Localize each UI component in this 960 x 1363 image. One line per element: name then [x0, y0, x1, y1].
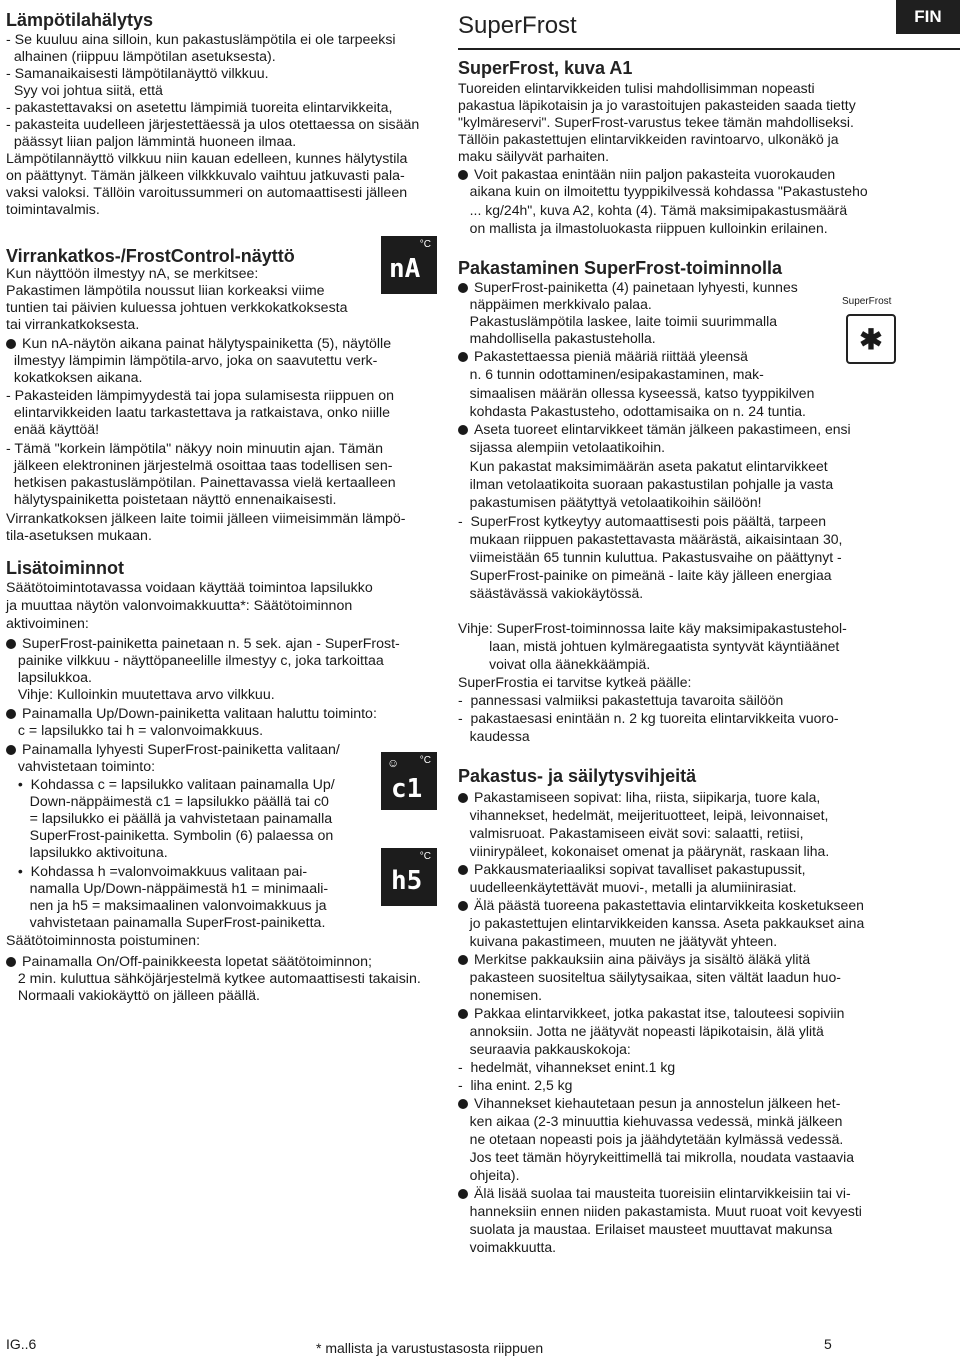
line-text: Vihje: SuperFrost-toiminnossa laite käy maksimipakastustehol-	[458, 620, 847, 636]
text-line	[6, 100, 392, 117]
text-line	[458, 494, 762, 511]
line-text: Painamalla Up/Down-painiketta valitaan haluttu toiminto:	[22, 706, 377, 722]
text-line	[458, 933, 777, 950]
bullet-line	[458, 789, 820, 806]
line-text: Pakastaminen SuperFrost-toiminnolla	[458, 258, 783, 278]
line-text: aktivoiminen:	[6, 616, 89, 632]
line-text: SuperFrost	[458, 12, 577, 39]
line-text: lapsilukkoa.	[6, 670, 92, 686]
line-text: toimintavalmis.	[6, 202, 100, 218]
bullet-icon	[6, 745, 16, 755]
bullet-line	[6, 706, 377, 723]
bullet-line	[6, 742, 340, 759]
text-line	[6, 283, 325, 300]
line-text: "kylmäreservi". SuperFrost-varustus tekee tämän mahdolliseksi.	[458, 114, 854, 130]
line-text: - liha enint. 2,5 kg	[458, 1077, 573, 1093]
line-text: Painamalla On/Off-painikkeesta lopetat säätötoiminnon;	[22, 954, 372, 970]
text-line	[458, 114, 854, 131]
text-line	[458, 1077, 572, 1094]
bullet-icon	[458, 955, 468, 965]
text-line	[458, 638, 839, 655]
text-line	[458, 915, 864, 932]
text-line	[6, 915, 325, 932]
bullet-line	[458, 1005, 844, 1022]
line-text: tai virrankatkoksesta.	[6, 317, 140, 333]
text-line	[458, 585, 643, 602]
bullet-line	[458, 897, 864, 914]
text-line	[458, 476, 833, 493]
celsius-icon: °C	[419, 851, 431, 862]
line-text: viinirypäleet, kokonaiset omenat ja päärynät, raskaan liha.	[458, 843, 830, 859]
line-text: Virrankatkos-/FrostControl-näyttö	[6, 246, 295, 266]
line-text: on mallista ja ilmastoluokasta riippuen kulloinkin erilainen.	[458, 220, 828, 236]
bullet-icon	[6, 639, 16, 649]
text-line	[458, 80, 815, 97]
c1-display-text: c1	[391, 774, 423, 804]
line-text: alhainen (riippuu lämpötilan asetuksesta).	[6, 49, 276, 65]
line-text: SuperFrost-painiketta. Symbolin (6) palaessa on	[6, 828, 334, 844]
line-text: kuivana pakastimeen, muuten ne jäätyvät yhteen.	[458, 933, 778, 949]
line-text: Kun nA-näytön aikana painat hälytyspainiketta (5), näytölle	[22, 336, 392, 352]
page-title	[458, 12, 577, 40]
line-text: simaalisen määrän ollessa kyseessä, katso tyyppikilven	[458, 385, 815, 401]
bullet-line	[458, 348, 748, 365]
line-text: maku säilyvät parhaiten.	[458, 148, 609, 164]
line-text: - pakasteita uudelleen järjestettäessä ja ulos otettaessa on sisään	[6, 117, 420, 133]
bullet-line	[458, 861, 806, 878]
line-text: pakastumisen päätyttyä vetolaatikoihin säilöön!	[458, 494, 762, 510]
line-text: • Kohdassa h =valonvoimakkuus valitaan pai-	[6, 864, 308, 880]
text-line	[458, 1059, 675, 1076]
bullet-icon	[458, 793, 468, 803]
text-line	[458, 131, 839, 148]
text-line	[458, 567, 832, 584]
text-line	[6, 151, 407, 168]
section-heading	[458, 258, 782, 279]
line-text: Pakastamiseen sopivat: liha, riista, siipikarja, tuore kala,	[474, 789, 821, 805]
line-text: Pakastuslämpötila laskee, laite toimii suurimmalla	[458, 313, 778, 329]
text-line	[6, 317, 139, 334]
text-line	[6, 370, 142, 387]
text-line	[458, 1041, 631, 1058]
line-text: päässyt liian paljon lämmintä huoneen ilmaa.	[6, 134, 297, 150]
text-line	[6, 266, 258, 283]
line-text: Pakastimen lämpötila noussut liian korkeaksi viime	[6, 283, 325, 299]
text-line	[6, 528, 152, 545]
text-line	[458, 1149, 854, 1166]
line-text: SuperFrost, kuva A1	[458, 58, 633, 78]
bullet-line	[458, 166, 835, 183]
text-line	[458, 710, 839, 727]
text-line	[6, 723, 263, 740]
footer-note: * mallista ja varustustasosta riippuen	[316, 1340, 544, 1356]
line-text: jälkeen elektroninen järjestelmä osoittaa taas todellisen sen-	[6, 458, 393, 474]
page-number: 5	[824, 1336, 832, 1352]
line-text: Kun pakastat maksimimäärän aseta pakatut elintarvikkeet	[458, 458, 828, 474]
line-text: Kun näyttöön ilmestyy nA, se merkitsee:	[6, 266, 259, 282]
text-line	[458, 220, 828, 237]
celsius-icon: °C	[419, 239, 431, 250]
text-line	[6, 185, 407, 202]
text-line	[458, 825, 803, 842]
celsius-icon: °C	[419, 755, 431, 766]
line-text: Pakastus- ja säilytysvihjeitä	[458, 766, 697, 786]
text-line	[458, 1167, 519, 1184]
line-text: Tuoreiden elintarvikkeiden tulisi mahdollisimman nopeasti	[458, 80, 815, 96]
text-line	[458, 807, 828, 824]
bullet-line	[6, 954, 372, 971]
text-line	[6, 759, 155, 776]
line-text: seuraavia pakkauskokoja:	[458, 1041, 631, 1057]
line-text: Vihannekset kiehautetaan pesun ja annostelun jälkeen het-	[474, 1095, 841, 1111]
line-text: SuperFrostia ei tarvitse kytkeä päälle:	[458, 674, 692, 690]
text-line	[6, 898, 327, 915]
text-line	[458, 531, 842, 548]
line-text: uudelleenkäytettävät muovi-, metalli ja alumiinirasiat.	[458, 879, 797, 895]
bullet-line	[458, 421, 851, 438]
line-text: namalla Up/Down-näppäimestä h1 = minimaali-	[6, 881, 329, 897]
text-line	[6, 168, 405, 185]
text-line	[458, 1113, 842, 1130]
text-line	[6, 811, 332, 828]
line-text: Säätötoiminnosta poistuminen:	[6, 933, 201, 949]
line-text: ohjeita).	[458, 1167, 520, 1183]
text-line	[6, 32, 396, 49]
h5-display-text: h5	[391, 866, 423, 896]
line-text: ilman vetolaatikoita suoraan pakastustilan pohjalle ja vasta	[458, 476, 834, 492]
line-text: ... kg/24h", kuva A2, kohta (4). Tämä maksimipakastusmäärä	[458, 202, 848, 218]
line-text: n. 6 tunnin odottaminen/esipakastaminen, mak-	[458, 366, 764, 382]
line-text: mahdollisella pakastusteholla.	[458, 330, 656, 346]
line-text: Painamalla lyhyesti SuperFrost-painiketta valitaan/	[22, 742, 340, 758]
line-text: pakastua läpikotaisin ja jo varastoitujen pakasteiden saada tietty	[458, 97, 856, 113]
text-line	[458, 296, 652, 313]
bullet-icon	[458, 1099, 468, 1109]
line-text: - Se kuuluu aina silloin, kun pakastuslämpötila ei ole tarpeeksi	[6, 32, 396, 48]
bullet-line	[6, 636, 400, 653]
line-text: sijassa alempiin vetolaatikoihin.	[458, 439, 665, 455]
text-line	[6, 971, 421, 988]
bullet-icon	[458, 425, 468, 435]
text-line	[458, 728, 530, 745]
line-text: Älä lisää suolaa tai mausteita tuoreisiin elintarvikkeisiin tai vi-	[474, 1185, 851, 1201]
na-display	[381, 236, 437, 294]
line-text: valmisruoat. Pakastamiseen eivät sovi: salaatti, retiisi,	[458, 825, 804, 841]
text-line	[458, 183, 868, 200]
line-text: enää käyttöä!	[6, 422, 100, 438]
line-text: voivat olla äänekkäämpiä.	[458, 656, 651, 672]
text-line	[458, 1239, 556, 1256]
text-line	[458, 513, 826, 530]
line-text: annoksiin. Jotta ne jäätyvät nopeasti läpikotaisin, älä ylitä	[458, 1023, 824, 1039]
line-text: - Tämä "korkein lämpötila" näkyy noin minuutin ajan. Tämän	[6, 441, 384, 457]
text-line	[6, 300, 348, 317]
section-heading	[6, 246, 295, 267]
bullet-icon	[458, 901, 468, 911]
line-text: tila-asetuksen mukaan.	[6, 528, 152, 544]
line-text: Voit pakastaa enintään niin paljon pakasteita vuorokauden	[474, 166, 836, 182]
bullet-icon	[458, 865, 468, 875]
line-text: hanneksiin ennen niiden pakastamista. Muut ruoat voit kevyesti	[458, 1203, 862, 1219]
bullet-line	[458, 1185, 851, 1202]
line-text: ilmestyy lämpimin lämpötila-arvo, joka on saavutettu verk-	[6, 353, 378, 369]
text-line	[6, 475, 396, 492]
bullet-line	[458, 279, 798, 296]
text-line	[6, 881, 328, 898]
section-heading	[458, 766, 696, 787]
line-text: vaksi valoksi. Tällöin varoitussummeri on automaattisesti jälleen	[6, 185, 408, 201]
text-line	[458, 1131, 843, 1148]
text-line	[458, 439, 665, 456]
text-line	[6, 458, 392, 475]
line-text: laan, mistä johtuen kylmäregaatista syntyvät käyntiäänet	[458, 638, 840, 654]
line-text: Pakkausmateriaaliksi sopivat tavalliset pakastupussit,	[474, 861, 806, 877]
text-line	[458, 969, 841, 986]
text-line	[6, 49, 276, 66]
text-line	[458, 656, 650, 673]
text-line	[458, 313, 777, 330]
section-heading	[6, 10, 153, 31]
line-text: ja muuttaa näytön valonvoimakkuutta*: Säätötoiminnon	[6, 598, 353, 614]
text-line	[6, 405, 390, 422]
text-line	[458, 366, 764, 383]
line-text: Pakastettaessa pieniä määriä riittää yleensä	[474, 348, 748, 364]
line-text: suolata ja maustaa. Erilaiset mausteet muuttavat makunsa	[458, 1221, 833, 1237]
text-line	[6, 441, 383, 458]
line-text: Aseta tuoreet elintarvikkeet tämän jälkeen pakastimeen, ensi	[474, 421, 851, 437]
text-line	[6, 388, 394, 405]
bullet-icon	[458, 170, 468, 180]
line-text: painike vilkkuu - näyttöpaneelille ilmestyy c, joka tarkoittaa	[6, 653, 384, 669]
text-line	[6, 202, 100, 219]
bullet-icon	[458, 352, 468, 362]
text-line	[458, 549, 842, 566]
text-line	[6, 511, 406, 528]
line-text: - SuperFrost kytkeytyy automaattisesti pois päältä, tarpeen	[458, 513, 827, 529]
line-text: voimakkuutta.	[458, 1239, 557, 1255]
line-text: Vihje: Kulloinkin muutettava arvo vilkkuu.	[6, 687, 275, 703]
line-text: nonemisen.	[458, 987, 543, 1003]
text-line	[458, 692, 783, 709]
line-text: Lämpötilannäyttö vilkkuu niin kauan edelleen, kunnes hälytystila	[6, 151, 408, 167]
line-text: SuperFrost-painike on pimeänä - laite käy jälleen energiaa	[458, 567, 832, 583]
line-text: kokatkoksen aikana.	[6, 370, 143, 386]
text-line	[6, 580, 373, 597]
line-text: Jos teet tämän höyrykeittimellä tai mikrolla, noudata vastaavia	[458, 1149, 855, 1165]
line-text: - Pakasteiden lämpimyydestä tai jopa sulamisesta riippuen on	[6, 388, 394, 404]
text-line	[458, 843, 829, 860]
line-text: hälytyspainiketta poistetaan näyttö ennenaikaisesti.	[6, 492, 337, 508]
text-line	[458, 97, 856, 114]
bullet-icon	[458, 1189, 468, 1199]
bullet-icon	[6, 957, 16, 967]
line-text: ken aikaa (2-3 minuuttia kiehuvassa vedessä, minkä jälkeen	[458, 1113, 843, 1129]
line-text: Merkitse pakkauksiin aina päiväys ja sisältö äläkä ylitä	[474, 951, 811, 967]
bullet-icon	[6, 709, 16, 719]
text-line	[6, 828, 333, 845]
line-text: SuperFrost-painiketta painetaan n. 5 sek. ajan - SuperFrost-	[22, 636, 400, 652]
text-line	[6, 598, 352, 615]
line-text: vahvistetaan toiminto:	[6, 759, 156, 775]
line-text: mukaan riippuen pakastettavasta määrästä, aikaisintaan 30,	[458, 531, 843, 547]
smiley-icon: ☺	[387, 756, 400, 770]
text-line	[6, 616, 89, 633]
text-line	[6, 134, 296, 151]
line-text: tuntien tai päivien kuluessa johtuen verkkokatkoksesta	[6, 300, 348, 316]
line-text: • Kohdassa c = lapsilukko valitaan painamalla Up/	[6, 777, 335, 793]
line-text: Tällöin pakastettujen elintarvikkeiden ravintoarvo, ulkonäkö ja	[458, 131, 839, 147]
text-line	[458, 385, 814, 402]
c1-display	[381, 752, 437, 810]
line-text: 2 min. kuluttua sähköjärjestelmä kytkee automaattisesti takaisin.	[6, 971, 421, 987]
section-heading	[6, 558, 124, 579]
line-text: kohdasta Pakastusteho, odottamisaika on n. 24 tuntia.	[458, 403, 806, 419]
text-line	[6, 777, 335, 794]
superfrost-button-illustration	[846, 314, 896, 364]
line-text: jo pakastettujen elintarvikkeiden kanssa. Aseta pakkaukset aina	[458, 915, 865, 931]
line-text: c = lapsilukko tai h = valonvoimakkuus.	[6, 723, 264, 739]
text-line	[6, 988, 260, 1005]
line-text: - pakastettavaksi on asetettu lämpimiä tuoreita elintarvikkeita,	[6, 100, 393, 116]
text-line	[458, 202, 847, 219]
line-text: = lapsilukko ei päällä ja vahvistetaan painamalla	[6, 811, 333, 827]
section-heading	[458, 58, 632, 79]
text-line	[458, 987, 542, 1004]
text-line	[6, 353, 377, 370]
line-text: Pakkaa elintarvikkeet, jotka pakastat itse, talouteesi sopiviin	[474, 1005, 845, 1021]
line-text: - pannessasi valmiiksi pakastettuja tavaroita säilöön	[458, 692, 784, 708]
text-line	[6, 794, 329, 811]
line-text: elintarvikkeiden laatu tarkastettava ja ratkaistava, onko niille	[6, 405, 391, 421]
line-text: Virrankatkoksen jälkeen laite toimii jälleen viimeisimmän lämpö-	[6, 511, 406, 527]
language-tab: FIN	[896, 0, 960, 34]
line-text: ne otetaan nopeasti pois ja jäähdytetään kylmässä vedessä.	[458, 1131, 844, 1147]
text-line	[458, 620, 847, 637]
line-text: Down-näppäimestä c1 = lapsilukko päällä tai c0	[6, 794, 329, 810]
bullet-icon	[6, 339, 16, 349]
text-line	[6, 670, 92, 687]
text-line	[458, 879, 797, 896]
text-line	[6, 66, 269, 83]
bullet-line	[6, 336, 391, 353]
line-text: Syy voi johtua siitä, että	[6, 83, 163, 99]
text-line	[6, 933, 200, 950]
line-text: nen ja h5 = maksimaalinen valonvoimakkuus ja	[6, 898, 327, 914]
line-text: Älä päästä tuoreena pakastettavia elintarvikkeita kosketukseen	[474, 897, 864, 913]
line-text: - pakastaesasi enintään n. 2 kg tuoreita elintarvikkeita vuoro-	[458, 710, 839, 726]
text-line	[6, 687, 275, 704]
text-line	[458, 1023, 824, 1040]
bullet-icon	[458, 283, 468, 293]
text-line	[6, 845, 168, 862]
superfrost-label: SuperFrost	[842, 296, 892, 307]
text-line	[458, 1221, 832, 1238]
line-text: lapsilukko aktivoituna.	[6, 845, 168, 861]
line-text: Normaali vakiokäyttö on jälleen päällä.	[6, 988, 260, 1004]
line-text: - Samanaikaisesti lämpötilanäyttö vilkkuu.	[6, 66, 269, 82]
text-line	[458, 1203, 862, 1220]
line-text: pakasteen suositeltua säilytysaikaa, siten vältät laadun huo-	[458, 969, 841, 985]
text-line	[6, 864, 307, 881]
text-line	[6, 83, 163, 100]
line-text: - hedelmät, vihannekset enint.1 kg	[458, 1059, 676, 1075]
text-line	[458, 148, 609, 165]
line-text: Säätötoimintotavassa voidaan käyttää toimintoa lapsilukko	[6, 580, 373, 596]
text-line	[6, 117, 419, 134]
line-text: SuperFrost-painiketta (4) painetaan lyhyesti, kunnes	[474, 279, 798, 295]
text-line	[458, 330, 656, 347]
line-text: on päättynyt. Tämän jälkeen vilkkkuvalo vaihtuu jatkuvasti pala-	[6, 168, 405, 184]
line-text: hetkisen pakastuslämpötilan. Painettavassa vielä kertaalleen	[6, 475, 396, 491]
na-display-text: nA	[389, 254, 421, 284]
line-text: aikana kuin on ilmoitettu tyyppikilvessä kohdassa "Pakastusteho	[458, 183, 868, 199]
text-line	[6, 492, 336, 509]
line-text: viimeistään 65 tunnin kuluttua. Pakastusvaihe on päättynyt -	[458, 549, 842, 565]
h5-display	[381, 848, 437, 906]
bullet-icon	[458, 1009, 468, 1019]
line-text: vahvistetaan painamalla SuperFrost-painiketta.	[6, 915, 326, 931]
snowflake-icon: ✱	[859, 323, 883, 355]
text-line	[458, 674, 691, 691]
line-text: säästävässä vakiokäytössä.	[458, 585, 644, 601]
footer-code: IG..6	[6, 1336, 37, 1352]
text-line	[458, 458, 828, 475]
line-text: Lämpötilahälytys	[6, 10, 154, 30]
line-text: Lisätoiminnot	[6, 558, 124, 578]
text-line	[458, 403, 806, 420]
line-text: vihannekset, hedelmät, meijerituotteet, leipä, leivonnaiset,	[458, 807, 829, 823]
line-text: kaudessa	[458, 728, 530, 744]
header-rule	[458, 48, 960, 50]
bullet-line	[458, 951, 810, 968]
text-line	[6, 653, 384, 670]
bullet-line	[458, 1095, 840, 1112]
line-text: näppäimen merkkivalo palaa.	[458, 296, 652, 312]
text-line	[6, 422, 99, 439]
